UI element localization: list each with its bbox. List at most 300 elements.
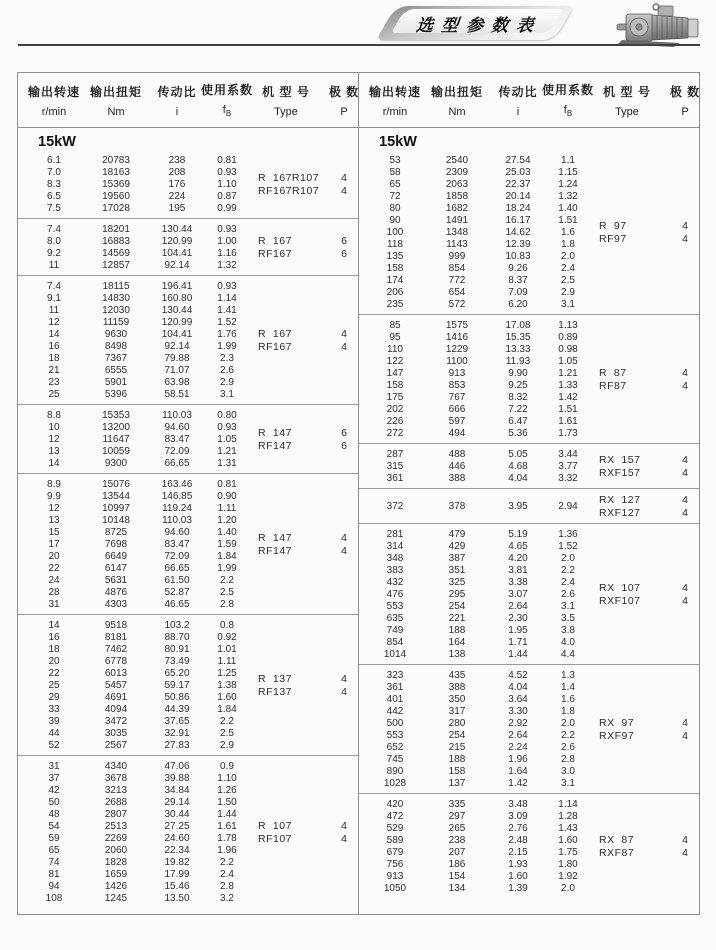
cell-ratio: 3.30 [508, 705, 528, 717]
cell-factor: 1.78 [217, 832, 237, 844]
cell-torque: 9630 [104, 328, 128, 340]
column-header-poles [330, 83, 358, 118]
cell-speed: 7.4 [47, 223, 61, 235]
table-row [18, 619, 242, 631]
cell-speed: 33 [48, 703, 60, 715]
cell-speed: 22 [48, 667, 60, 679]
column-header-unit-poles [340, 106, 347, 118]
cell-speed: 12 [48, 433, 60, 445]
cell-ratio: 6.20 [508, 298, 528, 310]
table-row [359, 427, 583, 439]
cell-ratio: 32.91 [164, 727, 190, 739]
column-header-factor [542, 81, 595, 119]
cell-ratio: 59.17 [164, 679, 190, 691]
cell-ratio: 63.98 [164, 376, 190, 388]
cell-torque: 767 [448, 391, 466, 403]
cell-factor: 2.2 [561, 564, 575, 576]
cell-torque: 2567 [104, 739, 128, 751]
table-row [359, 460, 583, 472]
cell-torque: 913 [448, 367, 466, 379]
column-unit-text-speed: r/min [382, 105, 408, 118]
cell-factor: 1.75 [558, 846, 578, 858]
cell-factor: 1.8 [561, 705, 575, 717]
cell-speed: 8.0 [47, 235, 61, 247]
cell-factor: 1.01 [217, 643, 237, 655]
cell-torque: 19560 [102, 190, 130, 202]
cell-ratio: 17.99 [164, 868, 190, 880]
model-type: R 167 [258, 234, 292, 247]
cell-factor: 1.38 [217, 679, 237, 691]
group-type-block [583, 581, 699, 607]
model-type: R 147 [258, 426, 292, 439]
cell-speed: 12 [48, 502, 60, 514]
column-header-cn-factor: 使用系数 [542, 83, 595, 98]
cell-speed: 21 [48, 364, 60, 376]
table-row [18, 526, 242, 538]
cell-speed: 147 [386, 367, 404, 379]
table-row [18, 550, 242, 562]
cell-ratio: 3.48 [508, 798, 528, 810]
cell-ratio: 22.34 [164, 844, 190, 856]
cell-ratio: 3.95 [508, 500, 528, 512]
cell-factor: 1.4 [561, 681, 575, 693]
cell-speed: 15 [48, 526, 60, 538]
cell-speed: 158 [386, 379, 404, 391]
cell-torque: 4094 [104, 703, 128, 715]
table-row [18, 739, 242, 751]
column-header-speed [18, 83, 90, 118]
table-row [18, 316, 242, 328]
cell-torque: 8498 [104, 340, 128, 352]
cell-factor: 1.61 [217, 820, 237, 832]
type-line [583, 833, 699, 846]
cell-ratio: 12.39 [505, 238, 531, 250]
group-rows [18, 409, 242, 469]
model-type: RF167 [258, 340, 293, 353]
cell-factor: 3.77 [558, 460, 578, 472]
cell-ratio: 1.64 [508, 765, 528, 777]
cell-speed: 323 [386, 669, 404, 681]
table-row [18, 808, 242, 820]
type-line [583, 846, 699, 859]
cell-factor: 3.0 [561, 765, 575, 777]
table-row [18, 388, 242, 400]
cell-torque: 18201 [102, 223, 130, 235]
cell-torque: 2060 [104, 844, 128, 856]
cell-ratio: 13.50 [164, 892, 190, 904]
cell-factor: 2.3 [220, 352, 234, 364]
table-body-left [18, 128, 358, 914]
cell-speed: 6.5 [47, 190, 61, 202]
cell-ratio: 10.83 [505, 250, 531, 262]
column-header-speed [359, 83, 431, 118]
table-row [359, 214, 583, 226]
cell-torque: 335 [448, 798, 466, 810]
cell-torque: 4340 [104, 760, 128, 772]
group-type-block [583, 833, 699, 859]
title-banner [386, 6, 564, 40]
cell-factor: 0.81 [217, 478, 237, 490]
table-row [359, 693, 583, 705]
cell-ratio: 3.07 [508, 588, 528, 600]
table-body-right [359, 128, 699, 914]
cell-torque: 2688 [104, 796, 128, 808]
pole-count: 4 [341, 672, 347, 685]
cell-torque: 138 [448, 648, 466, 660]
cell-torque: 317 [448, 705, 466, 717]
cell-torque: 137 [448, 777, 466, 789]
column-unit-text-torque: Nm [107, 105, 125, 118]
group-type-block [583, 716, 699, 742]
cell-ratio: 1.44 [508, 648, 528, 660]
pole-count: 4 [341, 531, 347, 544]
table-row [359, 846, 583, 858]
cell-speed: 8.8 [47, 409, 61, 421]
cell-factor: 2.6 [220, 364, 234, 376]
cell-speed: 7.5 [47, 202, 61, 214]
pole-count: 4 [682, 729, 688, 742]
type-line [583, 366, 699, 379]
cell-factor: 1.21 [217, 445, 237, 457]
table-row [18, 445, 242, 457]
column-unit-text-factor: f [222, 104, 226, 117]
cell-speed: 42 [48, 784, 60, 796]
cell-speed: 18 [48, 352, 60, 364]
table-row [359, 274, 583, 286]
cell-factor: 1.20 [217, 514, 237, 526]
cell-factor: 2.5 [561, 274, 575, 286]
table-half-right [359, 73, 699, 914]
cell-factor: 1.84 [217, 703, 237, 715]
cell-torque: 17028 [102, 202, 130, 214]
model-type: RXF107 [599, 594, 641, 607]
cell-factor: 1.44 [217, 808, 237, 820]
model-type: RXF97 [599, 729, 635, 742]
table-row [18, 844, 242, 856]
cell-speed: 44 [48, 727, 60, 739]
group-type-block [242, 672, 358, 698]
table-row [18, 586, 242, 598]
cell-factor: 1.05 [558, 355, 578, 367]
cell-ratio: 9.90 [508, 367, 528, 379]
cell-ratio: 1.60 [508, 870, 528, 882]
cell-speed: 48 [48, 808, 60, 820]
column-header-unit-type [615, 106, 639, 118]
cell-torque: 387 [448, 552, 466, 564]
cell-torque: 7367 [104, 352, 128, 364]
cell-factor: 1.32 [558, 190, 578, 202]
cell-factor: 1.36 [558, 528, 578, 540]
cell-factor: 1.73 [558, 427, 578, 439]
table-row [359, 154, 583, 166]
cell-ratio: 119.24 [162, 502, 192, 514]
group-type-block [583, 493, 699, 519]
table-row [18, 760, 242, 772]
cell-factor: 2.2 [220, 856, 234, 868]
cell-speed: 17 [48, 538, 60, 550]
parameter-group [359, 314, 699, 443]
parameter-group [359, 523, 699, 664]
table-row [359, 448, 583, 460]
pole-count: 4 [682, 219, 688, 232]
cell-torque: 1575 [445, 319, 469, 331]
cell-speed: 420 [386, 798, 404, 810]
cell-ratio: 1.95 [508, 624, 528, 636]
column-header-unit-speed [383, 106, 407, 118]
cell-factor: 1.14 [217, 292, 237, 304]
cell-factor: 0.93 [217, 166, 237, 178]
cell-torque: 5457 [104, 679, 128, 691]
cell-torque: 295 [448, 588, 466, 600]
cell-speed: 272 [386, 427, 404, 439]
cell-speed: 52 [48, 739, 60, 751]
table-row [359, 822, 583, 834]
cell-torque: 265 [448, 822, 466, 834]
cell-ratio: 7.22 [508, 403, 528, 415]
cell-torque: 854 [448, 262, 466, 274]
cell-torque: 479 [448, 528, 466, 540]
model-type: RF97 [599, 232, 627, 245]
cell-torque: 6555 [104, 364, 128, 376]
cell-ratio: 120.99 [161, 316, 193, 328]
cell-factor: 1.40 [558, 202, 578, 214]
pole-count: 4 [341, 685, 347, 698]
cell-speed: 14 [48, 328, 60, 340]
cell-ratio: 2.15 [508, 846, 528, 858]
cell-speed: 108 [45, 892, 63, 904]
cell-factor: 2.2 [220, 715, 234, 727]
cell-factor: 1.60 [558, 834, 578, 846]
cell-ratio: 130.44 [161, 304, 193, 316]
table-row [18, 679, 242, 691]
cell-torque: 6147 [104, 562, 128, 574]
group-type-block [583, 219, 699, 245]
cell-factor: 0.80 [217, 409, 237, 421]
cell-speed: 1014 [383, 648, 407, 660]
cell-ratio: 2.92 [508, 717, 528, 729]
table-row [18, 259, 242, 271]
cell-ratio: 46.65 [164, 598, 190, 610]
table-row [359, 624, 583, 636]
cell-factor: 3.2 [220, 892, 234, 904]
type-line [583, 729, 699, 742]
cell-factor: 1.26 [217, 784, 237, 796]
cell-ratio: 2.48 [508, 834, 528, 846]
cell-ratio: 58.51 [164, 388, 190, 400]
pole-count: 4 [341, 327, 347, 340]
table-row [359, 765, 583, 777]
cell-ratio: 3.38 [508, 576, 528, 588]
table-row [359, 588, 583, 600]
model-type: RF147 [258, 544, 293, 557]
cell-factor: 4.0 [561, 636, 575, 648]
table-row [18, 166, 242, 178]
column-unit-text-type: Type [274, 105, 298, 118]
cell-torque: 7462 [104, 643, 128, 655]
table-row [359, 190, 583, 202]
cell-ratio: 3.81 [508, 564, 528, 576]
group-rows [359, 154, 583, 310]
cell-torque: 8181 [104, 631, 128, 643]
pole-count: 4 [682, 506, 688, 519]
cell-factor: 1.99 [217, 562, 237, 574]
pole-count: 6 [341, 426, 347, 439]
column-header-unit-ratio [176, 106, 178, 118]
cell-speed: 315 [386, 460, 404, 472]
column-header-unit-torque [107, 106, 124, 118]
cell-torque: 446 [448, 460, 466, 472]
type-line [242, 184, 358, 197]
table-row [359, 741, 583, 753]
cell-torque: 597 [448, 415, 466, 427]
table-row [359, 564, 583, 576]
cell-speed: 11 [48, 259, 60, 271]
table-row [359, 403, 583, 415]
cell-speed: 1050 [383, 882, 407, 894]
type-line [583, 493, 699, 506]
pole-count: 4 [341, 832, 347, 845]
table-row [18, 202, 242, 214]
cell-ratio: 4.68 [508, 460, 528, 472]
table-row [18, 727, 242, 739]
cell-torque: 207 [448, 846, 466, 858]
cell-torque: 238 [448, 834, 466, 846]
cell-torque: 15076 [102, 478, 130, 490]
group-type-block [242, 171, 358, 197]
cell-factor: 1.41 [217, 304, 237, 316]
cell-factor: 0.90 [217, 490, 237, 502]
cell-speed: 22 [48, 562, 60, 574]
cell-ratio: 39.88 [164, 772, 190, 784]
parameter-group [359, 443, 699, 488]
power-rating-label: 15kW [379, 134, 417, 150]
cell-speed: 95 [389, 331, 401, 343]
cell-torque: 10059 [102, 445, 130, 457]
model-type: RX 127 [599, 493, 641, 506]
cell-torque: 154 [448, 870, 466, 882]
cell-speed: 500 [386, 717, 404, 729]
cell-ratio: 196.41 [161, 280, 193, 292]
cell-speed: 20 [48, 655, 60, 667]
column-header-cn-factor: 使用系数 [201, 83, 254, 98]
cell-speed: 553 [386, 729, 404, 741]
type-line [583, 716, 699, 729]
cell-ratio: 83.47 [164, 538, 190, 550]
cell-speed: 10 [48, 421, 60, 433]
group-rows [359, 319, 583, 439]
cell-speed: 12 [48, 316, 60, 328]
cell-speed: 122 [386, 355, 404, 367]
cell-factor: 1.10 [217, 178, 237, 190]
pole-count: 4 [682, 594, 688, 607]
cell-factor: 3.1 [561, 777, 575, 789]
table-row [359, 178, 583, 190]
group-type-block [242, 819, 358, 845]
table-row [18, 868, 242, 880]
cell-factor: 3.32 [558, 472, 578, 484]
pole-count: 4 [682, 466, 688, 479]
table-row [18, 598, 242, 610]
type-line [242, 819, 358, 832]
parameter-group [18, 404, 358, 473]
type-line [242, 672, 358, 685]
parameter-group [18, 275, 358, 404]
cell-torque: 388 [448, 681, 466, 693]
cell-factor: 2.2 [220, 574, 234, 586]
cell-torque: 494 [448, 427, 466, 439]
cell-factor: 1.00 [217, 235, 237, 247]
model-type: R 97 [599, 219, 627, 232]
table-row [18, 457, 242, 469]
column-header-torque [431, 83, 483, 118]
column-header-unit-ratio [517, 106, 519, 118]
cell-torque: 6778 [104, 655, 128, 667]
cell-ratio: 8.37 [508, 274, 528, 286]
parameter-group [359, 664, 699, 793]
cell-ratio: 195 [168, 202, 186, 214]
cell-factor: 3.8 [561, 624, 575, 636]
cell-factor: 1.6 [561, 226, 575, 238]
column-header-type [242, 83, 330, 118]
cell-torque: 772 [448, 274, 466, 286]
cell-factor: 0.98 [558, 343, 578, 355]
cell-factor: 1.50 [217, 796, 237, 808]
cell-torque: 12857 [102, 259, 130, 271]
table-row [18, 715, 242, 727]
cell-torque: 8725 [104, 526, 128, 538]
cell-factor: 1.10 [217, 772, 237, 784]
model-type: RX 87 [599, 833, 635, 846]
table-row [359, 552, 583, 564]
column-header-factor [201, 81, 254, 119]
cell-ratio: 4.52 [508, 669, 528, 681]
column-header-cn-type: 机 型 号 [262, 84, 310, 99]
cell-torque: 18163 [102, 166, 130, 178]
cell-speed: 80 [389, 202, 401, 214]
cell-torque: 12030 [102, 304, 130, 316]
parameter-group [359, 488, 699, 523]
group-type-block [242, 327, 358, 353]
cell-ratio: 1.71 [508, 636, 528, 648]
cell-speed: 361 [386, 681, 404, 693]
parameter-group [18, 614, 358, 755]
cell-torque: 2513 [104, 820, 128, 832]
column-unit-text-ratio: i [516, 105, 520, 118]
table-row [359, 472, 583, 484]
table-row [359, 798, 583, 810]
cell-ratio: 1.39 [508, 882, 528, 894]
table-row [359, 262, 583, 274]
cell-factor: 2.8 [220, 598, 234, 610]
cell-speed: 9.1 [47, 292, 61, 304]
pole-count: 4 [682, 833, 688, 846]
cell-factor: 1.61 [558, 415, 578, 427]
pole-count: 4 [341, 544, 347, 557]
cell-factor: 1.59 [217, 538, 237, 550]
cell-torque: 254 [448, 729, 466, 741]
cell-ratio: 72.09 [164, 550, 190, 562]
cell-speed: 31 [48, 760, 60, 772]
cell-factor: 2.6 [561, 588, 575, 600]
cell-ratio: 238 [168, 154, 186, 166]
cell-factor: 3.1 [220, 388, 234, 400]
cell-torque: 5396 [104, 388, 128, 400]
cell-ratio: 29.14 [164, 796, 190, 808]
table-row [18, 364, 242, 376]
group-type-block [242, 531, 358, 557]
cell-speed: 913 [386, 870, 404, 882]
cell-speed: 756 [386, 858, 404, 870]
